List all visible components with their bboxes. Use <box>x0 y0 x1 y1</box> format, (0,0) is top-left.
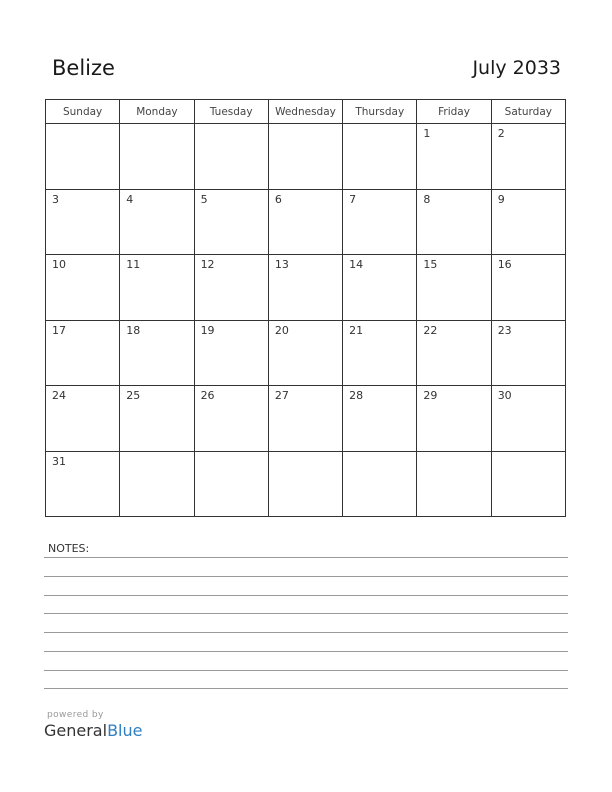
weekday-header: Thursday <box>343 100 417 124</box>
day-number: 3 <box>52 192 59 206</box>
day-cell <box>491 386 565 452</box>
day-number <box>343 124 416 127</box>
day-cell <box>491 255 565 321</box>
day-number <box>343 452 416 455</box>
day-number: 16 <box>497 258 512 271</box>
notes-line <box>44 632 568 633</box>
notes-line <box>44 613 568 614</box>
day-number: 1 <box>423 127 431 140</box>
notes-line <box>44 651 568 652</box>
day-cell <box>120 451 194 517</box>
week-row <box>46 124 566 190</box>
day-cell <box>194 255 268 321</box>
day-cell <box>46 255 120 321</box>
day-number: 7 <box>349 192 357 206</box>
notes-line <box>44 576 568 577</box>
day-cell <box>343 124 417 190</box>
day-cell <box>120 189 194 255</box>
day-cell <box>46 320 120 386</box>
day-number: 17 <box>52 323 66 337</box>
day-number: 15 <box>423 258 438 271</box>
day-number <box>417 452 490 455</box>
day-number <box>195 124 268 127</box>
day-cell <box>120 124 194 190</box>
brand-blue: Blue <box>107 721 143 740</box>
day-cell <box>343 189 417 255</box>
day-cell <box>194 320 268 386</box>
notes-line <box>44 670 568 671</box>
week-row <box>46 320 566 386</box>
day-number <box>492 452 565 455</box>
day-number: 20 <box>274 323 289 337</box>
brand-general: General <box>44 721 108 740</box>
day-cell <box>46 189 120 255</box>
day-cell <box>491 320 565 386</box>
weekday-header: Friday <box>417 100 491 124</box>
week-row <box>46 255 566 321</box>
day-number: 11 <box>126 258 141 271</box>
day-cell <box>268 255 342 321</box>
weekday-header: Monday <box>120 100 194 124</box>
day-number <box>120 452 193 455</box>
day-cell <box>120 255 194 321</box>
day-cell <box>268 124 342 190</box>
day-number: 9 <box>497 192 505 206</box>
day-cell <box>268 451 342 517</box>
day-cell <box>194 386 268 452</box>
calendar-grid <box>45 99 566 517</box>
day-number: 28 <box>349 389 364 402</box>
day-number: 21 <box>349 323 364 337</box>
day-number <box>46 124 119 127</box>
day-cell <box>46 386 120 452</box>
notes-label: NOTES: <box>48 542 90 555</box>
weekday-header-row <box>46 100 566 124</box>
notes-line <box>44 595 568 596</box>
day-number: 4 <box>126 192 134 206</box>
day-cell <box>343 255 417 321</box>
day-cell <box>194 451 268 517</box>
week-row <box>46 386 566 452</box>
day-cell <box>268 386 342 452</box>
day-cell <box>46 124 120 190</box>
day-cell <box>343 386 417 452</box>
day-cell <box>417 386 491 452</box>
day-cell <box>343 320 417 386</box>
day-number: 13 <box>274 258 289 271</box>
day-cell <box>491 451 565 517</box>
day-number: 19 <box>200 323 215 337</box>
day-number: 30 <box>497 389 512 402</box>
weekday-header: Tuesday <box>194 100 268 124</box>
day-cell <box>417 255 491 321</box>
generalblue-logo <box>44 721 142 740</box>
day-number <box>120 124 193 127</box>
day-number: 25 <box>126 389 141 402</box>
day-number <box>195 452 268 455</box>
notes-line <box>44 688 568 689</box>
day-number: 27 <box>274 389 289 402</box>
country-title: Belize <box>52 56 115 80</box>
weekday-header: Wednesday <box>268 100 342 124</box>
day-number: 18 <box>126 323 141 337</box>
week-row <box>46 451 566 517</box>
day-number: 14 <box>349 258 364 271</box>
day-cell <box>491 124 565 190</box>
day-cell <box>491 189 565 255</box>
day-cell <box>194 189 268 255</box>
day-cell <box>268 320 342 386</box>
powered-by-text: powered by <box>47 710 104 720</box>
day-number: 24 <box>52 389 66 402</box>
day-number: 6 <box>274 192 282 206</box>
day-cell <box>417 451 491 517</box>
day-number: 5 <box>200 192 208 206</box>
day-number <box>269 124 342 127</box>
day-cell <box>343 451 417 517</box>
month-year-title: July 2033 <box>472 57 561 79</box>
day-number: 31 <box>52 454 66 468</box>
day-cell <box>268 189 342 255</box>
day-number: 8 <box>423 192 431 206</box>
day-number: 12 <box>200 258 215 271</box>
day-number: 2 <box>497 127 505 140</box>
day-number <box>269 452 342 455</box>
day-cell <box>194 124 268 190</box>
day-cell <box>120 320 194 386</box>
day-cell <box>417 320 491 386</box>
day-cell <box>46 451 120 517</box>
day-cell <box>120 386 194 452</box>
day-number: 29 <box>423 389 438 402</box>
weekday-header: Saturday <box>491 100 565 124</box>
day-cell <box>417 124 491 190</box>
weekday-header: Sunday <box>46 100 120 124</box>
day-cell <box>417 189 491 255</box>
notes-line <box>44 557 568 558</box>
day-number: 10 <box>52 258 66 271</box>
day-number: 23 <box>497 323 512 337</box>
day-number: 26 <box>200 389 215 402</box>
day-number: 22 <box>423 323 438 337</box>
week-row <box>46 189 566 255</box>
